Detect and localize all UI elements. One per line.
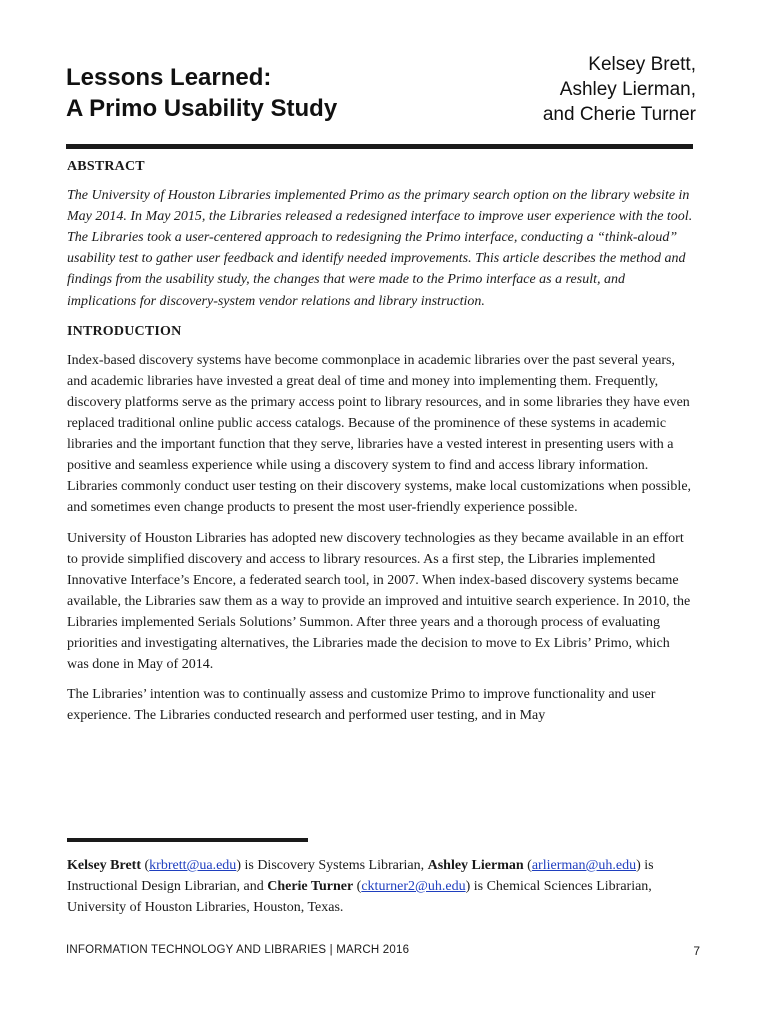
author-1: Kelsey Brett, [588,54,696,75]
email-link-lierman[interactable]: arlierman@uh.edu [531,858,637,873]
abstract-heading: ABSTRACT [67,159,145,174]
footnote-paren-3: ( [353,879,362,894]
article-title [66,62,406,124]
footnote-role-2: ) is Instructional Design Librarian, and [67,858,654,894]
email-link-turner[interactable]: ckturner2@uh.edu [361,879,466,894]
author-3: and Cherie Turner [542,104,696,125]
footnote-author-3: Cherie Turner [267,879,354,894]
footnote-role-3: ) is Chemical Sciences Librarian, University of Houston Libraries, Houston, Texas. [67,879,652,915]
intro-paragraph-2: University of Houston Libraries has adopted new discovery technologies as they became available in an effort to provide simplified discovery and access to library resources. As a first step, the Libraries implemented Innovative Interface’s Encore, a federated search tool, in 2007. When index-based discovery systems became available, the Libraries saw them as a way to provide an improved and intuitive search experience. In 2010, the Libraries implemented Serials Solutions’ Summon. After three years and a thorough process of evaluating priorities and investigating alternatives, the Libraries made the decision to move to Ex Libris’ Primo, which was done in May of 2014. [67,530,691,673]
title-line-1: Lessons Learned: [66,64,272,91]
intro-paragraph-1: Index-based discovery systems have become commonplace in academic libraries over the past several years, and academic libraries have invested a great deal of time and money into implementing them. Frequently, discovery platforms serve as the primary access point to library resources, and in some libraries they have even replaced traditional online public access catalogs. Because of the prominence of these systems in academic libraries and the important function that they serve, libraries have a vested interest in presenting users with a positive and seamless experience while using a discovery system to find and access library information. Libraries commonly conduct user testing on their discovery systems, make local customizations when possible, and sometimes even change products to present the most user-friendly experience possible. [67,352,692,516]
intro-paragraph-3: The Libraries’ intention was to continually assess and customize Primo to improve functionality and user experience. The Libraries conducted research and performed user testing, and in May [67,687,656,724]
article-body [67,156,695,735]
footnote-role-1: ) is Discovery Systems Librarian, [236,858,428,873]
page-number: 7 [693,944,700,958]
author-list [543,52,696,127]
title-divider [66,144,693,149]
abstract-text: The University of Houston Libraries implemented Primo as the primary search option on the library website in May 2014. In May 2015, the Libraries released a redesigned interface to improve user experience with the tool. The Libraries took a user-centered approach to redesigning the Primo interface, conducting a “think-aloud” usability test to gather user feedback and identify needed improvements. This article describes the method and findings from the usability study, the changes that were made to the Primo interface as a result, and implications for discovery-system vendor relations and library instruction. [67,188,693,309]
author-footnote [67,855,697,918]
footnote-paren-2: ( [523,858,532,873]
footnote-divider [67,838,308,842]
email-link-brett[interactable]: krbrett@ua.edu [149,858,237,873]
footnote-paren-1: ( [141,858,150,873]
introduction-heading: INTRODUCTION [67,323,182,339]
footnote-author-2: Ashley Lierman [427,858,524,873]
journal-footer: INFORMATION TECHNOLOGY AND LIBRARIES | MARCH 2016 [66,944,410,956]
author-2: Ashley Lierman, [559,79,696,100]
title-line-2: A Primo Usability Study [66,95,338,122]
footnote-author-1: Kelsey Brett [67,858,141,873]
